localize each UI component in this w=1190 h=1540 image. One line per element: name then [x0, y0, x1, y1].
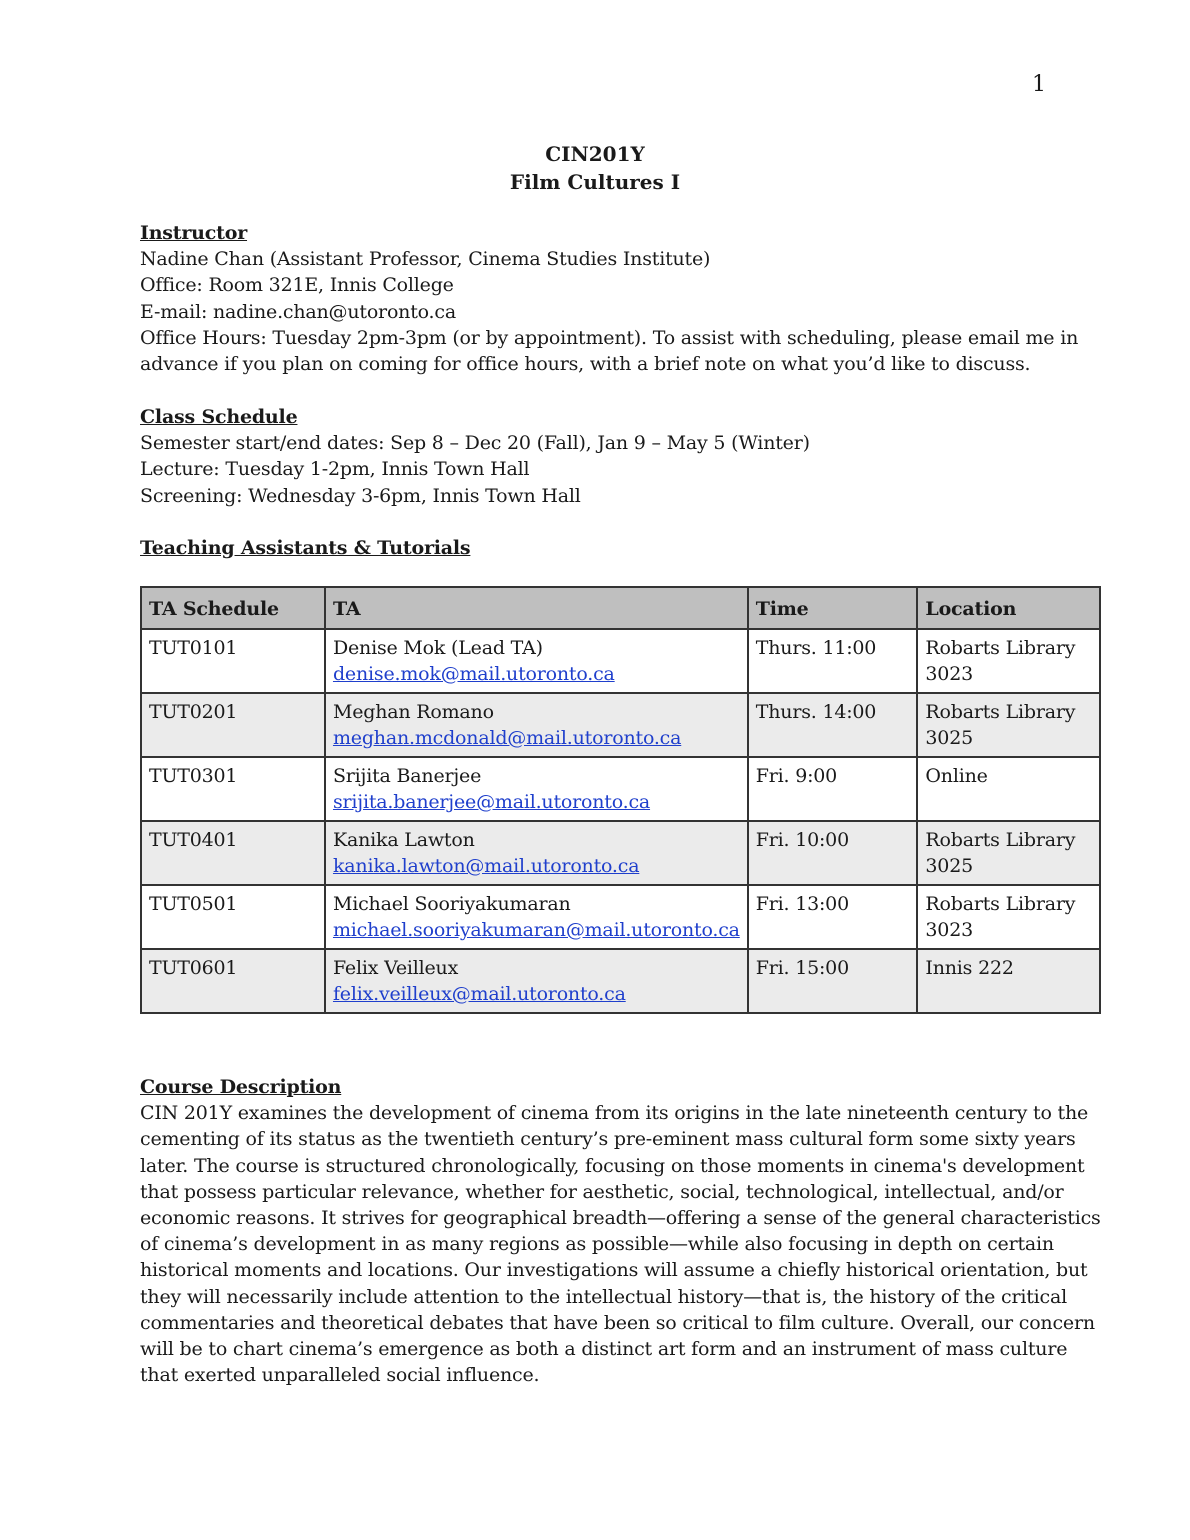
ta-cell	[325, 629, 748, 693]
course-description-section	[140, 1074, 1101, 1388]
ta-email-link[interactable]: denise.mok@mail.utoronto.ca	[332, 663, 615, 685]
location-cell	[917, 885, 1100, 949]
screening-line: Screening: Wednesday 3-6pm, Innis Town Hall	[140, 484, 581, 507]
document-title-block	[0, 140, 1190, 196]
ta-name: Michael Sooriyakumaran	[332, 893, 571, 915]
ta-email-link[interactable]: kanika.lawton@mail.utoronto.ca	[332, 855, 640, 877]
column-header-ta: TA	[325, 587, 748, 629]
course-code: CIN201Y	[545, 142, 645, 166]
description-line: CIN 201Y examines the development of cinema from its origins in the late nineteenth century to the	[140, 1102, 1089, 1125]
time-cell: Thurs. 14:00	[748, 693, 918, 757]
ta-email-link[interactable]: felix.veilleux@mail.utoronto.ca	[332, 983, 626, 1005]
instructor-office-line: Office: Room 321E, Innis College	[140, 274, 454, 297]
column-header-location: Location	[917, 587, 1100, 629]
tutorials-section	[140, 535, 1060, 561]
ta-name: Kanika Lawton	[332, 829, 475, 851]
location-building: Robarts Library	[925, 893, 1076, 915]
ta-cell	[325, 693, 748, 757]
table-row	[141, 757, 1100, 821]
description-line: economic reasons. It strives for geographical breadth—offering a sense of the general characteristics	[140, 1207, 1101, 1230]
table-row	[141, 629, 1100, 693]
description-line: cementing of its status as the twentieth century’s pre-eminent mass cultural form some sixty years	[140, 1128, 1076, 1151]
ta-name: Denise Mok (Lead TA)	[332, 637, 543, 659]
description-line: of cinema’s development in as many regions as possible—while also focusing in depth on certain	[140, 1233, 1054, 1256]
section-cell: TUT0301	[141, 757, 325, 821]
location-room: 3023	[925, 663, 973, 685]
table-row	[141, 949, 1100, 1013]
column-header-ta-schedule: TA Schedule	[141, 587, 325, 629]
description-line: later. The course is structured chronologically, focusing on those moments in cinema's development	[140, 1154, 1085, 1177]
location-building: Online	[925, 765, 988, 787]
office-hours-line-2: advance if you plan on coming for office hours, with a brief note on what you’d like to discuss.	[140, 353, 1031, 376]
table-row	[141, 821, 1100, 885]
table-row	[141, 885, 1100, 949]
description-line: commentaries and theoretical debates that have been so critical to film culture. Overall, our concern	[140, 1311, 1095, 1334]
time-cell: Fri. 15:00	[748, 949, 918, 1013]
section-cell: TUT0101	[141, 629, 325, 693]
location-cell	[917, 949, 1100, 1013]
description-line: that possess particular relevance, whether for aesthetic, social, technological, intellectual, and/or	[140, 1180, 1064, 1203]
instructor-name-line: Nadine Chan (Assistant Professor, Cinema Studies Institute)	[140, 248, 711, 271]
description-line: historical moments and locations. Our investigations will assume a chiefly historical orientation, but	[140, 1259, 1088, 1282]
tutorials-heading: Teaching Assistants & Tutorials	[140, 537, 471, 559]
instructor-heading: Instructor	[140, 222, 248, 244]
ta-name: Srijita Banerjee	[332, 765, 482, 787]
description-line: that exerted unparalleled social influence.	[140, 1364, 540, 1387]
time-cell: Fri. 9:00	[748, 757, 918, 821]
time-cell: Fri. 13:00	[748, 885, 918, 949]
time-cell: Fri. 10:00	[748, 821, 918, 885]
ta-email-link[interactable]: srijita.banerjee@mail.utoronto.ca	[332, 791, 651, 813]
ta-cell	[325, 885, 748, 949]
ta-schedule-table	[140, 586, 1101, 1014]
instructor-section	[140, 220, 1079, 377]
page-number: 1	[1032, 72, 1046, 97]
table-header-row	[141, 587, 1100, 629]
location-cell	[917, 629, 1100, 693]
course-description-heading: Course Description	[140, 1076, 342, 1098]
table-row	[141, 693, 1100, 757]
ta-email-link[interactable]: meghan.mcdonald@mail.utoronto.ca	[332, 727, 682, 749]
lecture-line: Lecture: Tuesday 1-2pm, Innis Town Hall	[140, 458, 530, 481]
office-hours-line-1: Office Hours: Tuesday 2pm-3pm (or by appointment). To assist with scheduling, please email me in	[140, 326, 1079, 349]
ta-name: Meghan Romano	[332, 701, 494, 723]
section-cell: TUT0601	[141, 949, 325, 1013]
ta-cell	[325, 949, 748, 1013]
column-header-time: Time	[748, 587, 918, 629]
section-cell: TUT0501	[141, 885, 325, 949]
location-room: 3025	[925, 727, 973, 749]
description-line: will be to chart cinema’s emergence as both a distinct art form and an instrument of mass culture	[140, 1338, 1068, 1361]
ta-cell	[325, 757, 748, 821]
course-title: Film Cultures I	[509, 170, 681, 194]
class-schedule-section	[140, 404, 1060, 509]
location-building: Robarts Library	[925, 829, 1076, 851]
ta-cell	[325, 821, 748, 885]
section-cell: TUT0401	[141, 821, 325, 885]
location-building: Robarts Library	[925, 701, 1076, 723]
ta-name: Felix Veilleux	[332, 957, 459, 979]
location-cell	[917, 693, 1100, 757]
ta-email-link[interactable]: michael.sooriyakumaran@mail.utoronto.ca	[332, 919, 740, 941]
semester-dates-line: Semester start/end dates: Sep 8 – Dec 20 (Fall), Jan 9 – May 5 (Winter)	[140, 432, 810, 455]
location-room: 3023	[925, 919, 973, 941]
location-cell	[917, 821, 1100, 885]
time-cell: Thurs. 11:00	[748, 629, 918, 693]
location-room: 3025	[925, 855, 973, 877]
section-cell: TUT0201	[141, 693, 325, 757]
instructor-email-line: E-mail: nadine.chan@utoronto.ca	[140, 300, 456, 323]
location-building: Innis 222	[925, 957, 1014, 979]
location-building: Robarts Library	[925, 637, 1076, 659]
description-line: they will necessarily include attention to the intellectual history—that is, the history of the critical	[140, 1285, 1067, 1308]
location-cell	[917, 757, 1100, 821]
class-schedule-heading: Class Schedule	[140, 406, 298, 428]
